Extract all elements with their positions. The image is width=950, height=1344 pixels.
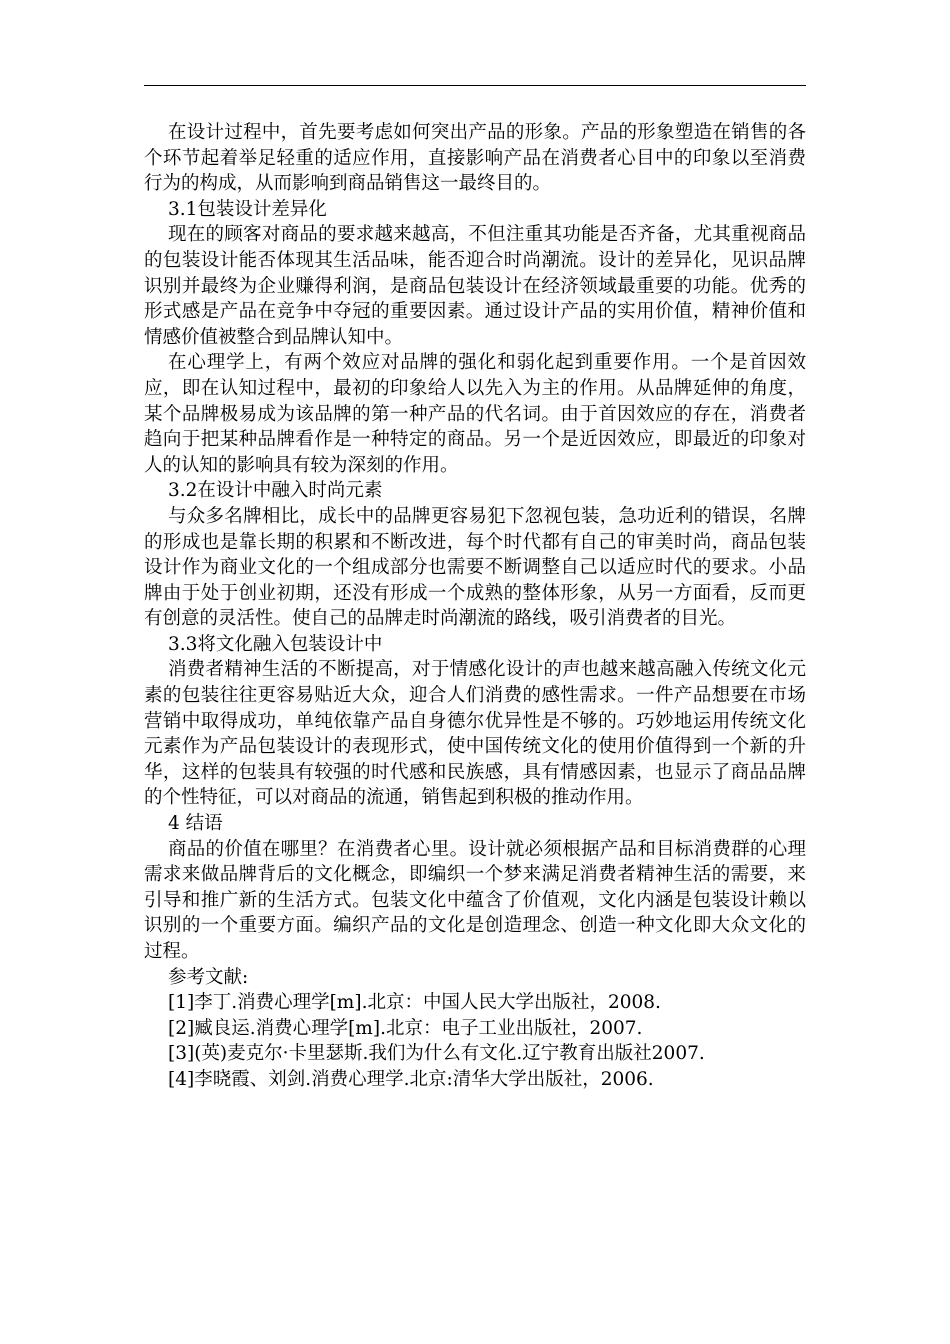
references-heading: 参考文献: xyxy=(168,966,249,988)
section-heading-3-3: 3.3将文化融入包装设计中 xyxy=(168,633,383,655)
intro-paragraph: 在设计过程中，首先要考虑如何突出产品的形象。产品的形象塑造在销售的各个环节起着举足轻重的适应作用，直接影响产品在消费者心目中的印象以至消费行为的构成，从而影响到商品销售这一最终目的。 xyxy=(144,122,806,195)
reference-item: [4]李晓霞、刘剑.消费心理学.北京:清华大学出版社，2006. xyxy=(168,1068,654,1090)
body-paragraph: 在心理学上，有两个效应对品牌的强化和弱化起到重要作用。一个是首因效应，即在认知过程中，最初的印象给人以先入为主的作用。从品牌延伸的角度，某个品牌极易成为该品牌的第一种产品的代名词。由于首因效应的存在，消费者趋向于把某种品牌看作是一种特定的商品。另一个是近因效应，即最近的印象对人的认知的影响具有较为深刻的作用。 xyxy=(144,352,806,476)
body-paragraph: 现在的顾客对商品的要求越来越高，不但注重其功能是否齐备，尤其重视商品的包装设计能否体现其生活品味，能否迎合时尚潮流。设计的差异化，见识品牌识别并最终为企业赚得利润，是商品包装设计在经济领域最重要的功能。优秀的形式感是产品在竞争中夺冠的重要因素。通过设计产品的实用价值，精神价值和情感价值被整合到品牌认知中。 xyxy=(144,224,806,348)
reference-item: [1]李丁.消费心理学[m].北京：中国人民大学出版社，2008. xyxy=(168,992,661,1014)
body-paragraph: 消费者精神生活的不断提高，对于情感化设计的声也越来越高融入传统文化元素的包装往往更容易贴近大众，迎合人们消费的感性需求。一件产品想要在市场营销中取得成功，单纯依靠产品自身德尔优异性是不够的。巧妙地运用传统文化元素作为产品包装设计的表现形式，使中国传统文化的使用价值得到一个新的升华，这样的包装具有较强的时代感和民族感，具有情感因素，也显示了商品品牌的个性特征，可以对商品的流通，销售起到积极的推动作用。 xyxy=(144,659,806,809)
document-body xyxy=(144,120,806,1093)
header-rule xyxy=(144,85,806,86)
reference-item: [3](英)麦克尔·卡里瑟斯.我们为什么有文化.辽宁教育出版社2007. xyxy=(168,1043,705,1065)
section-heading-3-1: 3.1包装设计差异化 xyxy=(168,198,327,220)
body-paragraph: 与众多名牌相比，成长中的品牌更容易犯下忽视包装，急功近利的错误，名牌的形成也是靠长期的积累和不断改进，每个时代都有自己的审美时尚，商品包装设计作为商业文化的一个组成部分也需要不断调整自己以适应时代的要求。小品牌由于处于创业初期，还没有形成一个成熟的整体形象，从另一方面看，反而更有创意的灵活性。使自己的品牌走时尚潮流的路线，吸引消费者的目光。 xyxy=(144,505,806,630)
reference-item: [2]臧良运.消费心理学[m].北京：电子工业出版社，2007. xyxy=(168,1017,643,1039)
body-paragraph: 商品的价值在哪里？在消费者心里。设计就必须根据产品和目标消费群的心理需求来做品牌背后的文化概念，即编织一个梦来满足消费者精神生活的需要，来引导和推广新的生活方式。包装文化中蕴含了价值观，文化内涵是包装设计赖以识别的一个重要方面。编织产品的文化是创造理念、创造一种文化即大众文化的过程。 xyxy=(144,838,806,962)
section-heading-3-2: 3.2在设计中融入时尚元素 xyxy=(168,480,383,502)
section-heading-4: 4 结语 xyxy=(168,813,223,835)
